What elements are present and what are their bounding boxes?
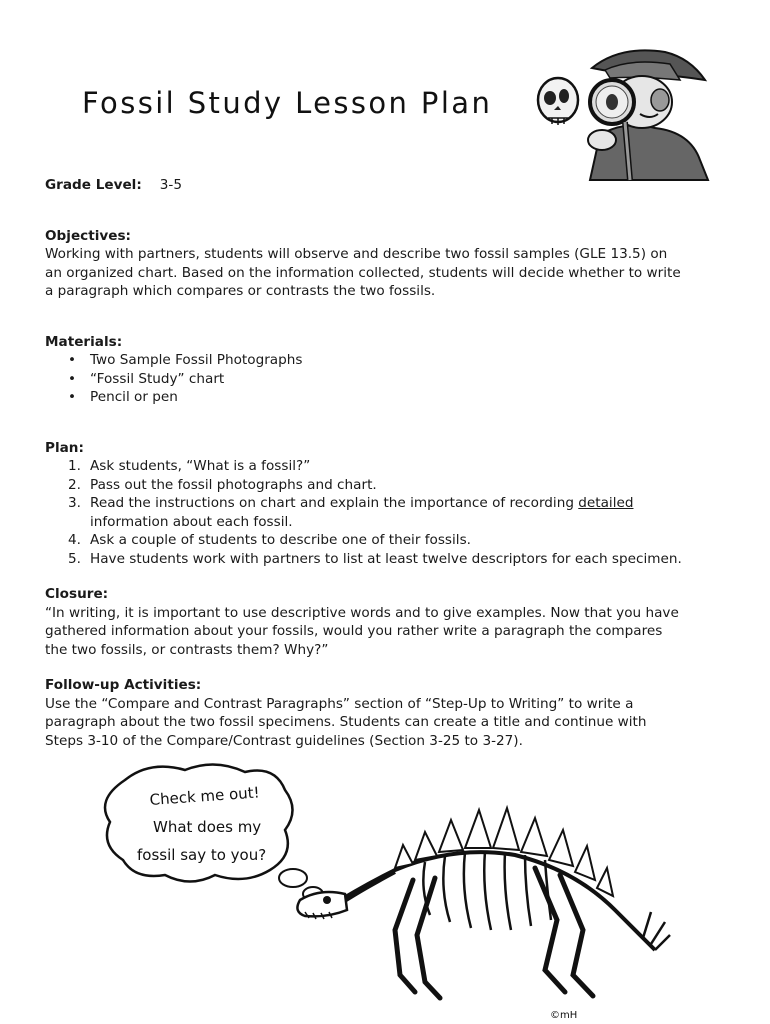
closure-heading: Closure: (45, 586, 109, 602)
grade-level-label: Grade Level: (45, 177, 142, 193)
grade-level-row (45, 176, 685, 195)
plan-steps-list (45, 457, 685, 568)
objectives-text: Working with partners, students will observe and describe two fossil samples (GLE 13.5) on an organized chart. Based on the information collected, students will decide whether to write a paragraph which compares or contrasts the two fossils. (45, 246, 681, 299)
list-item: 1. Ask students, “What is a fossil?” (68, 458, 311, 474)
dinosaur-skeleton-illustration (95, 760, 685, 1020)
bubble-line-1: Check me out! (149, 783, 261, 809)
grade-level-value: 3-5 (159, 177, 182, 193)
materials-section (45, 333, 685, 407)
objectives-section (45, 227, 685, 301)
page-title: Fossil Study Lesson Plan (82, 86, 493, 120)
followup-heading: Follow-up Activities: (45, 677, 202, 693)
list-item: 4. Ask a couple of students to describe one of their fossils. (68, 532, 471, 548)
list-item: 2. Pass out the fossil photographs and chart. (68, 476, 377, 493)
plan-heading: Plan: (45, 439, 84, 456)
materials-list (45, 351, 685, 407)
list-item: 5. Have students work with partners to list at least twelve descriptors for each specimen. (68, 550, 682, 567)
plan-section (45, 439, 685, 569)
plan-step-text: Ask a couple of students to describe one of their fossils. (90, 532, 471, 548)
bubble-line-2: What does my (153, 818, 262, 836)
plan-step-text: Pass out the fossil photographs and chart. (90, 476, 377, 493)
followup-section (45, 676, 685, 750)
list-item: • Pencil or pen (90, 388, 685, 407)
list-item: • Two Sample Fossil Photographs (90, 351, 685, 370)
followup-text: Use the “Compare and Contrast Paragraphs” section of “Step-Up to Writing” to write a paragraph about the two fossil specimens. Students can create a title and continue with Steps 3-10 of the Compare/Contrast guidelines (Section 3-25 to 3-27). (45, 695, 647, 749)
explorer-with-magnifier-illustration (530, 40, 720, 185)
list-item: • “Fossil Study” chart (90, 370, 685, 389)
closure-text: “In writing, it is important to use descriptive words and to give examples. Now that you have gathered information about your fossils, would you rather write a paragraph the compares the two fossils, or contrasts them? Why?” (45, 604, 679, 658)
plan-step-text: Read the instructions on chart and explain the importance of recording (90, 495, 579, 511)
plan-step-text: Ask students, “What is a fossil?” (90, 458, 311, 474)
plan-step-text: Have students work with partners to list at least twelve descriptors for each specimen. (90, 550, 682, 567)
closure-section (45, 585, 685, 659)
bubble-line-3: fossil say to you? (137, 846, 267, 864)
plan-step-text: information about each fossil. (90, 513, 293, 530)
artist-signature: ©mH (550, 1010, 578, 1020)
thought-bubble-dot (279, 869, 307, 887)
materials-heading: Materials: (45, 333, 123, 350)
objectives-heading: Objectives: (45, 227, 131, 244)
list-item: 3. Read the instructions on chart and explain the importance of recording detailed information about each fossil. (68, 495, 634, 530)
underlined-word: detailed (578, 495, 634, 511)
